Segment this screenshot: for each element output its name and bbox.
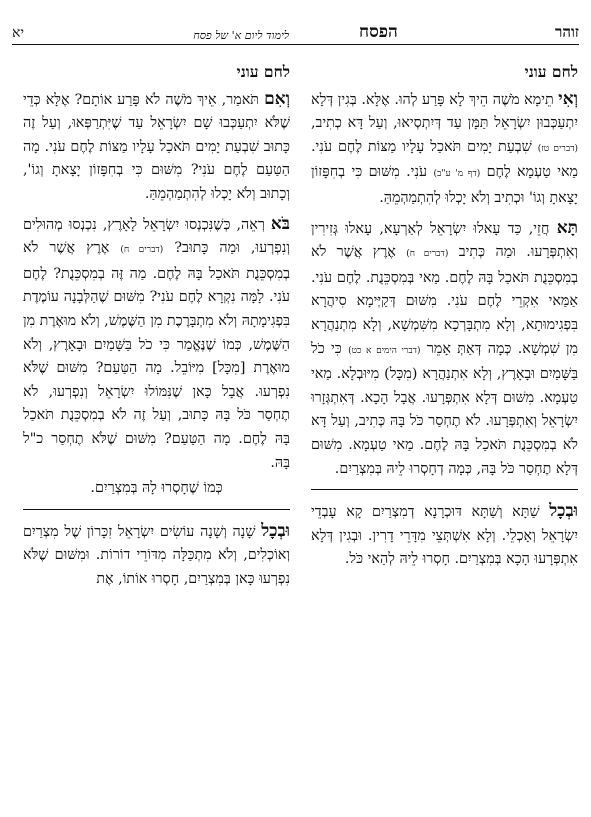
paragraph (311, 88, 578, 211)
paragraph (311, 500, 578, 572)
paragraph-text: חֲזֵי, כַּד עָאלוּ יִשְׂרָאֵל לְאַרְעָא, עָאלוּ גְּזִירִין וְאִתְפְּרָעוּ. וּמַה כְּתִיב (311, 220, 578, 261)
header-section-title: הפסח (359, 22, 398, 42)
running-header (12, 20, 579, 42)
paragraph-text: תֵימָא מֹשֶׁה הֵיךְ לָא פָּרַע לְהוּ. אֶלָּא. בְּגִין דְּלָא יִתְעַכְּבוּן יִשְׂרָאֵל תַּמָּן עַד דְּיִתְסְיאוּ, וְעַל דָּא כְתִיב, (311, 91, 578, 132)
opening-word: וּבְכָל (261, 520, 291, 541)
source-ref: (דברים ח) (406, 249, 449, 260)
paragraph-text: אֶרֶץ אֲשֶׁר לֹא בְמִסְכֵּנֻת תֹּאכַל בָּהּ לֶחֶם. מַה זֶּה בְמִסְכֵּנֻת? לֶחֶם עֹנִי. לָמָּה נִקְרָא לֶחֶם עֹנִי? מִשּׁוּם שֶׁהַלְּבָנָה עוֹמֶדֶת בִּפְגִימָתָהּ וְלֹא מִתְבָּרֶכֶת מִן הַשֶּׁמֶשׁ, וְלֹא מוּאֶרֶת מִן הַשֶּׁמֶשׁ, כְּמוֹ שֶׁנֶּאֱמַר כִּי כֹל בַּשָּׁמַיִם וּבָאָרֶץ, וְלֹא מוּאֶרֶת [מִכָּל] מִיּוֹבֵל. מָה הַטַּעַם? מִשּׁוּם שֶׁלֹּא נִפְרְעוּ. אֲבָל כָּאן שֶׁנִּמּוֹלוּ יִשְׂרָאֵל וְנִפְרְעוּ, לֹא תֶחְסַר כֹּל בָּהּ כָּתוּב, וְעַל זֶה לֹא בְמִסְכֵּנֻת תֹּאכַל בָּהּ לֶחֶם. מָה הַטַּעַם? מִשּׁוּם שֶׁלֹּא תֶחְסַר כ"ל בָּהּ. (23, 240, 290, 471)
paragraph-text: רְאֵה, כְּשֶׁנִּכְנְסוּ יִשְׂרָאֵל לָאָרֶץ, נִכְנְסוּ מְהוּלִים וְנִפְרְעוּ, וּמַה כָּתוּב? (23, 216, 291, 257)
paragraph (311, 217, 578, 482)
column-heading: לחם עוני (524, 62, 578, 81)
source-ref: (דברי הימים א כט) (348, 345, 421, 356)
opening-word: תָּא (556, 217, 578, 238)
opening-word: וְאִם (264, 88, 290, 109)
source-ref: (דברים ח) (120, 245, 164, 256)
header-center (92, 22, 499, 42)
section-divider (23, 509, 290, 510)
paragraph-text: שַׁתָּא וְשַׁתָּא דּוּכְרָנָא דְמִצְרַיִם קָא עָבְדֵי יִשְׂרָאֵל וְאָכְלֵי. וְלָא אִשְׁתְּצֵי מִדָּרֵי דָרִין. וּבְגִין דְּלָא אִתְפְּרָעוּ הָכָא בְּמִצְרַיִם. חָסְרוּ לֵיהּ לְהַאי כֹּל. (311, 504, 578, 568)
paragraph (23, 520, 290, 592)
paragraph-text: כִּי כֹל בַּשָּׁמַיִם וּבָאָרֶץ, וְלָא אִתְנַהֲרָא (מִכָּל) מִיּוּבְלָא. מַאי טַעְמָא. מִשּׁוּם דְּלָא אִתְפְּרָעוּ. אֲבָל הָכָא. דְּאִתְגְּזָרוּ יִשְׂרָאֵל וְאִתְפְּרָעוּ. לֹא תֶחְסַר כֹּל בָּהּ כְּתִיב, וְעַל דָּא לֹא בְמִסְכֵּנֻת תֹּאכַל בָּהּ לֶחֶם. מַאי טַעְמָא. מִשּׁוּם דְּלָא תֶחְסַר כֹּל בָּהּ, כְּמָה דְחָסְרוּ לֵיהּ בְּמִצְרַיִם. (311, 340, 578, 477)
aramaic-column (311, 60, 578, 574)
paragraph-text: אֶרֶץ אֲשֶׁר לֹא בְמִסְכֵּנֻת תֹּאכַל בָּהּ לֶחֶם. מַאי בְּמִסְכֵּנֻת. לֶחֶם עֹנִי. אַמַּאי אִקְרֵי לֶחֶם עֹנִי. מִשּׁוּם דְּקַיְּימָא סִיהֲרָא בִּפְגִימוּתָא, וְלָא מִתְבָּרְכָא מִשִּׁמְשָׁא, וְלָא מִתְנַהֲרָא מִן שִׁמְשָׁא. כְּמָה דְּאַתְּ אָמֵר (311, 244, 579, 357)
header-subtitle: לימוד ליום א' של פסח (193, 29, 290, 42)
source-ref: (דף מ' ע"ב) (433, 169, 481, 180)
paragraph (23, 88, 290, 207)
header-rule (12, 44, 579, 45)
source-ref: (דברים טז) (537, 143, 578, 154)
hebrew-column (23, 60, 290, 593)
page-number: יא (12, 25, 25, 41)
column-heading: לחם עוני (236, 62, 290, 81)
paragraph-text: תֹּאמַר, אֵיךְ מֹשֶׁה לֹא פָּרַע אוֹתָם? אֶלָּא כְּדֵי שֶׁלֹּא יִתְעַכְּבוּ שָׁם יִשְׂרָאֵל עַד שֶׁיִּתְרַפְּאוּ, וְעַל זֶה כָּתוּב שִׁבְעַת יָמִים תֹּאכַל עָלָיו מַצּוֹת לֶחֶם עֹנִי. מָה הַטַּעַם לֶחֶם עֹנִי? מִשּׁוּם כִּי בְחִפָּזוֹן יָצָאתָ וְגוֹ', וְכָתוּב וְלֹא יָכְלוּ לְהִתְמַהְמֵהַּ. (23, 91, 290, 202)
opening-word: בֹּא (270, 213, 290, 234)
section-divider (311, 489, 578, 490)
paragraph (23, 213, 290, 476)
opening-word: וּבְכָל (549, 501, 578, 522)
paragraph-text: שִׁבְעַת יָמִים תֹּאכַל עָלָיו מַצּוֹת לֶחֶם עֹנִי. מַאי טַעְמָא לֶחֶם (311, 138, 578, 181)
paragraph-text: עֹנִי. מִשּׁוּם כִּי בְחִפָּזוֹן יָצָאתָ וְגוֹ' וּכְתִיב וְלֹא יָכְלוּ לְהִתְמַהְמֵהַּ. (311, 164, 578, 206)
centered-line: כְּמוֹ שֶׁחָסְרוּ לָהּ בְּמִצְרַיִם. (90, 480, 223, 497)
paragraph-text: שָׁנָה וְשָׁנָה עוֹשִׂים יִשְׂרָאֵל זִכָּרוֹן שֶׁל מִצְרַיִם וְאוֹכְלִים, וְלֹא מִתְכַּלָּה מִדּוֹרֵי דוֹרוֹת. וּמִשּׁוּם שֶׁלֹּא נִפְרְעוּ כָּאן בְּמִצְרַיִם, חָסְרוּ אוֹתוֹ, אֶת (23, 523, 290, 587)
opening-word: וְאִי (558, 88, 579, 109)
header-book-title: זוהר (554, 23, 579, 41)
